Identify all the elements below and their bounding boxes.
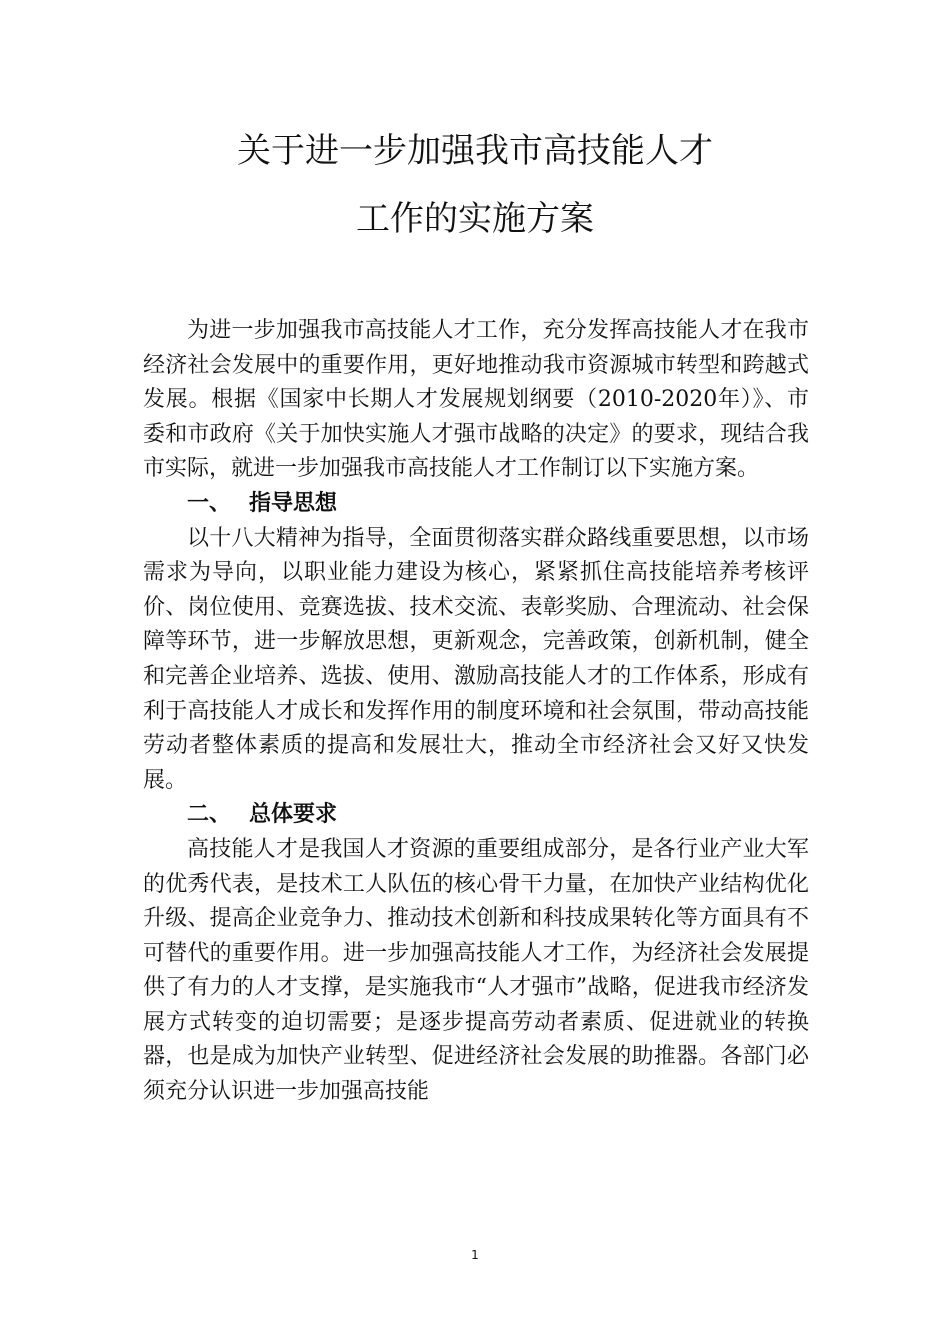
- section-number: 一、: [187, 490, 232, 516]
- document-body: [143, 314, 809, 1110]
- section-paragraph-general-requirements: 高技能人才是我国人才资源的重要组成部分，是各行业产业大军的优秀代表，是技术工人队伍的核心骨干力量，在加快产业结构优化升级、提高企业竞争力、推动技术创新和科技成果转化等方面具有不可替代的重要作用。进一步加强高技能人才工作，为经济社会发展提供了有力的人才支撑，是实施我市“人才强市”战略，促进我市经济发展方式转变的迫切需要；是逐步提高劳动者素质、促进就业的转换器，也是成为加快产业转型、促进经济社会发展的助推器。各部门必须充分认识进一步加强高技能: [143, 836, 809, 1105]
- section-title: 总体要求: [249, 802, 338, 828]
- section-paragraph-guiding-ideology: 以十八大精神为指导，全面贯彻落实群众路线重要思想，以市场需求为导向，以职业能力建设为核心，紧紧抓住高技能培养考核评价、岗位使用、竞赛选拔、技术交流、表彰奖励、合理流动、社会保障等环节，进一步解放思想，更新观念，完善政策，创新机制，健全和完善企业培养、选拔、使用、激励高技能人才的工作体系，形成有利于高技能人才成长和发挥作用的制度环境和社会氛围，带动高技能劳动者整体素质的提高和发展壮大，推动全市经济社会又好又快发展。: [143, 525, 809, 793]
- section-heading-guiding-ideology: [143, 487, 809, 522]
- section-title: 指导思想: [249, 490, 338, 516]
- section-heading-general-requirements: [143, 798, 809, 833]
- intro-paragraph: 为进一步加强我市高技能人才工作，充分发挥高技能人才在我市经济社会发展中的重要作用，更好地推动我市资源城市转型和跨越式发展。根据《国家中长期人才发展规划纲要（2010-2020年）》、市委和市政府《关于加快实施人才强市战略的决定》的要求，现结合我市实际，就进一步加强我市高技能人才工作制订以下实施方案。: [143, 318, 809, 482]
- section-number: 二、: [187, 802, 232, 828]
- document-title-line-1: 关于进一步加强我市高技能人才: [237, 131, 713, 171]
- document-title-line-2: 工作的实施方案: [356, 199, 594, 239]
- page-number: 1: [471, 1248, 479, 1262]
